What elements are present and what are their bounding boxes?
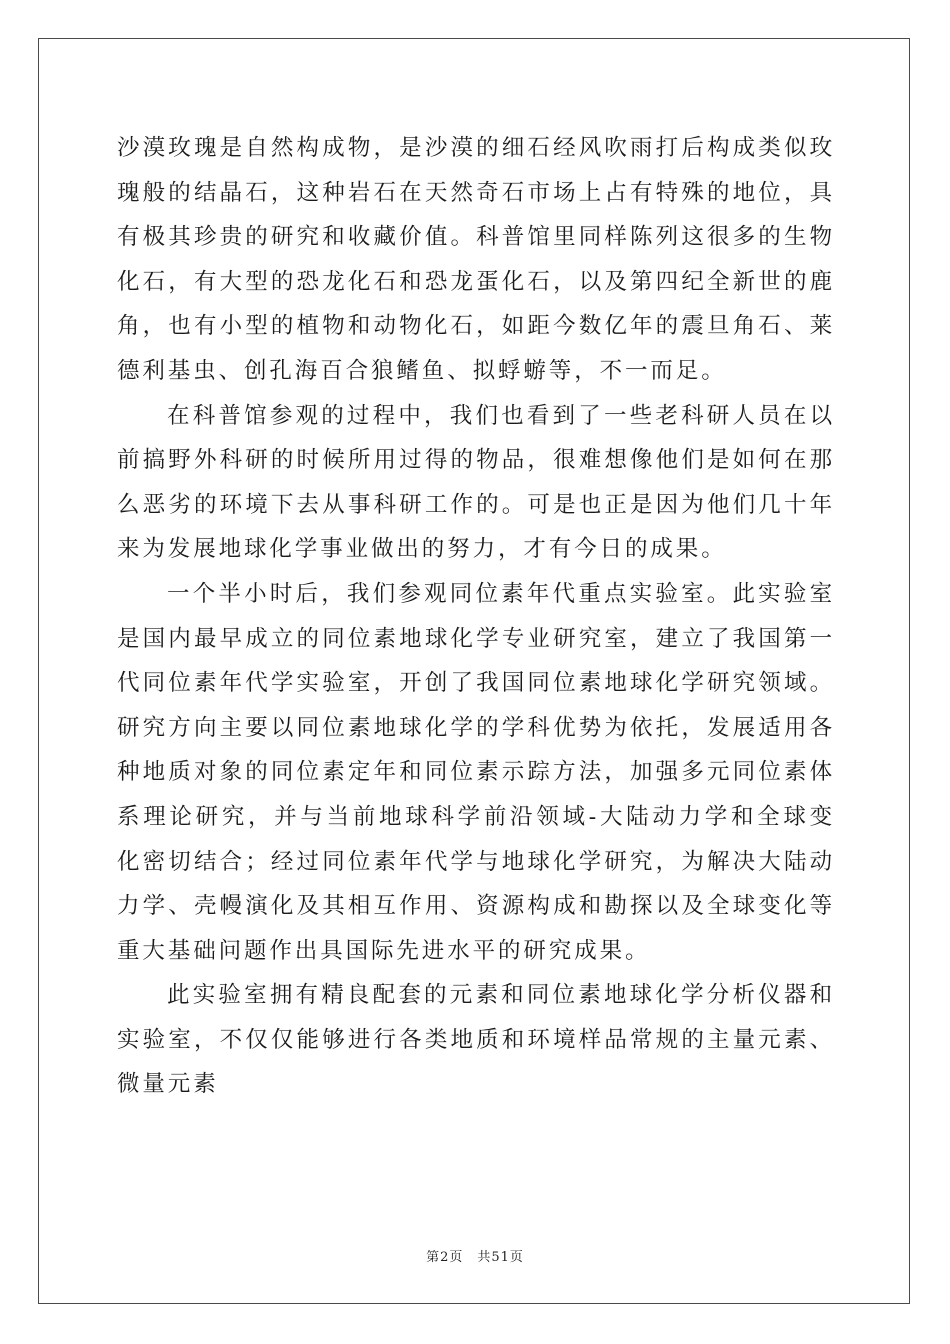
paragraph-2: 在科普馆参观的过程中，我们也看到了一些老科研人员在以前搞野外科研的时候所用过得的物品，很难想像他们是如何在那么恶劣的环境下去从事科研工作的。可是也正是因为他们几十年来为发展地球化学事业做出的努力，才有今日的成果。	[117, 402, 835, 563]
paragraph-4: 此实验室拥有精良配套的元素和同位素地球化学分析仪器和实验室，不仅仅能够进行各类地质和环境样品常规的主量元素、微量元素	[117, 982, 835, 1098]
page-total: 共51页	[477, 1250, 524, 1265]
document-body	[117, 126, 835, 1107]
paragraph-3: 一个半小时后，我们参观同位素年代重点实验室。此实验室是国内最早成立的同位素地球化学专业研究室，建立了我国第一代同位素年代学实验室，开创了我国同位素地球化学研究领域。研究方向主要以同位素地球化学的学科优势为依托，发展适用各种地质对象的同位素定年和同位素示踪方法，加强多元同位素体系理论研究，并与当前地球科学前沿领域-大陆动力学和全球变化密切结合；经过同位素年代学与地球化学研究，为解决大陆动力学、壳幔演化及其相互作用、资源构成和勘探以及全球变化等重大基础问题作出具国际先进水平的研究成果。	[117, 580, 835, 964]
page-footer	[0, 1246, 950, 1265]
paragraph-1: 沙漠玫瑰是自然构成物，是沙漠的细石经风吹雨打后构成类似玫瑰般的结晶石，这种岩石在天然奇石市场上占有特殊的地位，具有极其珍贵的研究和收藏价值。科普馆里同样陈列这很多的生物化石，有大型的恐龙化石和恐龙蛋化石，以及第四纪全新世的鹿角，也有小型的植物和动物化石，如距今数亿年的震旦角石、莱德利基虫、创孔海百合狼鳍鱼、拟蜉蝣等，不一而足。	[117, 135, 835, 384]
page-number: 第2页	[426, 1250, 464, 1265]
